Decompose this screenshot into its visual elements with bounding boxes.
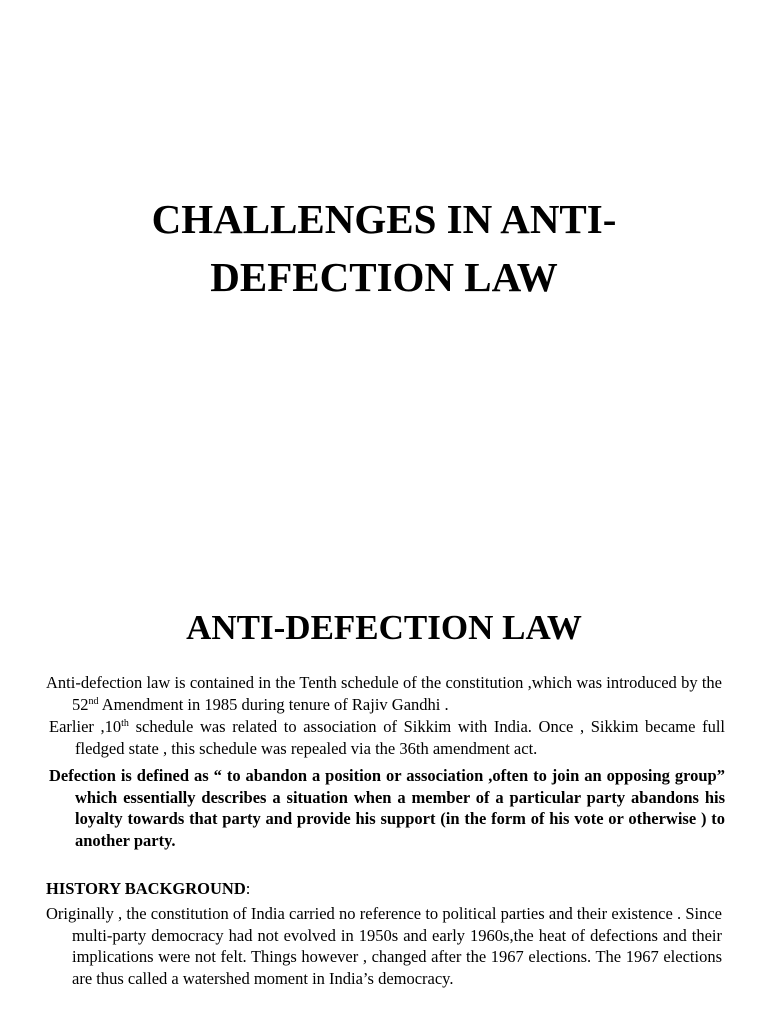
paragraph-text: schedule was related to association of Sikkim with India. Once , Sikkim became full fledged state , this schedule was repealed via the 36th amendment act. xyxy=(75,717,725,758)
history-heading-text: HISTORY BACKGROUND xyxy=(46,879,246,898)
slide2-title: ANTI-DEFECTION LAW xyxy=(186,608,582,647)
history-heading xyxy=(46,878,250,900)
history-heading-colon: : xyxy=(245,879,251,898)
slide1-title xyxy=(0,190,768,306)
paragraph-history: Originally , the constitution of India carried no reference to political parties and their existence . Since multi-party democracy had not evolved in 1950s and early 1960s,the heat of defections and their implications were not felt. Things however , changed after the 1967 elections. The 1967 elections are thus called a watershed moment in India’s democracy. xyxy=(46,904,722,988)
slide1-title-line1: CHALLENGES IN ANTI- xyxy=(151,196,617,242)
paragraph-tenth-schedule xyxy=(46,672,722,715)
paragraph-text: Amendment in 1985 during tenure of Rajiv Gandhi . xyxy=(98,694,449,714)
ordinal-suffix: nd xyxy=(88,695,99,707)
slide1-title-line2: DEFECTION LAW xyxy=(210,254,558,300)
paragraph-text: Earlier ,10 xyxy=(49,717,122,736)
paragraph-text: Anti-defection law is contained in the Tenth schedule of the constitution ,which was introduced by the 52 xyxy=(46,673,722,714)
ordinal-suffix: th xyxy=(121,718,129,729)
paragraph-sikkim xyxy=(49,716,725,759)
paragraph-defection-definition: Defection is defined as “ to abandon a position or association ,often to join an opposing group” which essentially describes a situation when a member of a particular party abandons his loyalty towards that party and provide his support (in the form of his vote or otherwise ) to another party. xyxy=(49,766,725,850)
